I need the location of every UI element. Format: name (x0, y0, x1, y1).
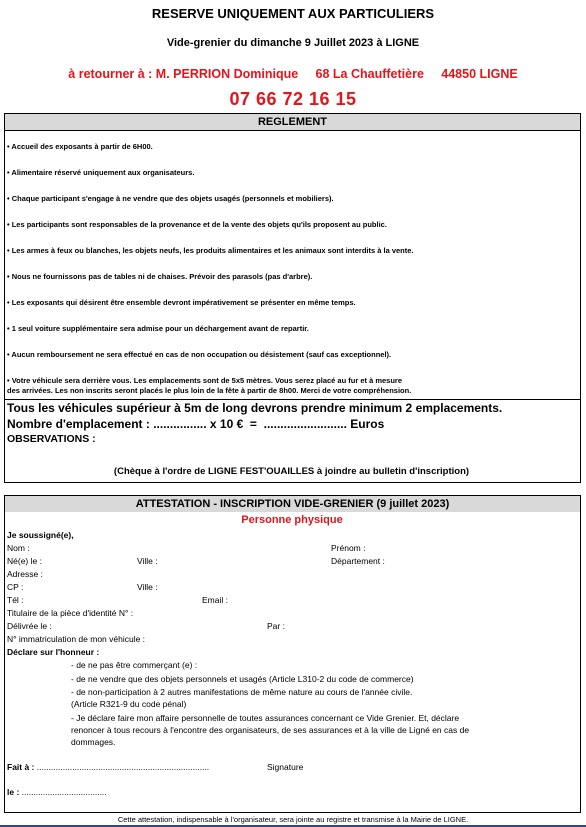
rule-item: • Aucun remboursement ne sera effectué en cas de non occupation ou désistement (sauf cas exceptionnel). (7, 350, 392, 359)
form-title: RESERVE UNIQUEMENT AUX PARTICULIERS (151, 6, 435, 21)
placement-section (4, 399, 581, 483)
declaration-item: - de ne vendre que des objets personnels et usagés (Article L310-2 du code de commerce) (71, 674, 414, 684)
rule-item: • Les armes à feux ou blanches, les objets neufs, les produits alimentaires et les animaux sont interdits à la vente. (7, 246, 414, 255)
footer-note: Cette attestation, indispensable à l'organisateur, sera jointe au registre et transmise à la Mairie de LIGNE. (117, 815, 469, 824)
event-line: Vide-grenier du dimanche 9 Juillet 2023 à LIGNE (166, 37, 420, 49)
prenom-field[interactable]: Prénom : (331, 543, 366, 553)
soussigne-label: Je soussigné(e), (7, 530, 74, 540)
declaration-item: - Je déclare faire mon affaire personnelle de toutes assurances concernant ce Vide Grenier. Et, déclare (71, 713, 460, 723)
delivered-by-field[interactable]: Par : (267, 621, 285, 631)
signature-label: Signature (267, 762, 304, 772)
phone-number: 07 66 72 16 15 (229, 89, 357, 109)
observations-label: OBSERVATIONS : (7, 433, 96, 445)
rule-item: des arrivées. Les non inscrits seront placés le plus loin de la fête à partir de 8h00. Merci de votre compréhension. (7, 386, 412, 395)
declaration-item: dommages. (71, 737, 116, 747)
department-field[interactable]: Département : (331, 556, 385, 566)
rule-item: • Nous ne fournissons pas de tables ni de chaises. Prévoir des parasols (pas d'arbre). (7, 272, 313, 281)
rule-item: • Les participants sont responsables de la provenance et de la vente des objets qu'ils proposent au public. (7, 220, 387, 229)
nom-field[interactable]: Nom : (7, 543, 30, 553)
postcode-field[interactable]: CP : (7, 582, 24, 592)
reglement-title: REGLEMENT (5, 114, 580, 131)
rule-item: • Alimentaire réservé uniquement aux organisateurs. (7, 168, 195, 177)
cheque-note: (Chèque à l'ordre de LIGNE FEST'OUAILLES à joindre au bulletin d'inscription) (113, 466, 470, 477)
date-field[interactable] (7, 787, 107, 797)
phone-field[interactable]: Tél : (7, 595, 24, 605)
date-dots: .................................... (19, 787, 107, 797)
attestation-subtitle: Personne physique (241, 514, 343, 526)
rule-item: • Les exposants qui désirent être ensemble devront impérativement se présenter en même temps. (7, 298, 356, 307)
fait-a-dots: ......................................................................... (34, 762, 210, 772)
return-address: à retourner à : M. PERRION Dominique 68 La Chauffetière 44850 LIGNE (68, 67, 518, 81)
fait-a-field[interactable] (7, 762, 209, 772)
declaration-item: - de ne pas être commerçant (e) : (71, 660, 198, 670)
address-field[interactable]: Adresse : (7, 569, 43, 579)
email-field[interactable]: Email : (202, 595, 228, 605)
declaration-item: renoncer à tous recours à l'encontre des organisateurs, de ses assurances et à la ville de Ligné en cas de (71, 725, 470, 735)
declaration-item: (Article R321-9 du code pénal) (71, 699, 187, 709)
rule-item: • Chaque participant s'engage à ne vendre que des objets usagés (personnels et mobiliers). (7, 194, 334, 203)
rule-item: • 1 seul voiture supplémentaire sera admise pour un déchargement avant de repartir. (7, 324, 309, 333)
date-label: le : (7, 787, 20, 797)
vehicles-notice: Tous les véhicules supérieur à 5m de long devrons prendre minimum 2 emplacements. (7, 401, 503, 415)
vehicle-registration-field[interactable]: N° immatriculation de mon véhicule : (7, 634, 146, 644)
delivered-date-field[interactable]: Délivrée le : (7, 621, 52, 631)
birthdate-field[interactable]: Né(e) le : (7, 556, 42, 566)
declaration-item: - de non-participation à 2 autres manifestations de même nature au cours de l'année civile. (71, 687, 413, 697)
rule-item: • Accueil des exposants à partir de 6H00. (7, 142, 153, 151)
id-number-field[interactable]: Titulaire de la pièce d'identité N° : (7, 608, 134, 618)
placements-count-field[interactable]: Nombre d'emplacement : ................ x 10 € = ......................... Euros (7, 417, 385, 431)
city-field[interactable]: Ville : (137, 582, 158, 592)
attestation-title: ATTESTATION - INSCRIPTION VIDE-GRENIER (9 juillet 2023) (5, 496, 580, 512)
birth-city-field[interactable]: Ville : (137, 556, 158, 566)
rule-item: • Votre véhicule sera derrière vous. Les emplacements sont de 5x5 mètres. Vous serez placé au fur et à mesure (7, 376, 403, 385)
fait-a-label: Fait à : (7, 762, 35, 772)
declare-label: Déclare sur l'honneur : (7, 647, 100, 657)
attestation-section (4, 495, 581, 813)
reglement-section (4, 113, 581, 400)
